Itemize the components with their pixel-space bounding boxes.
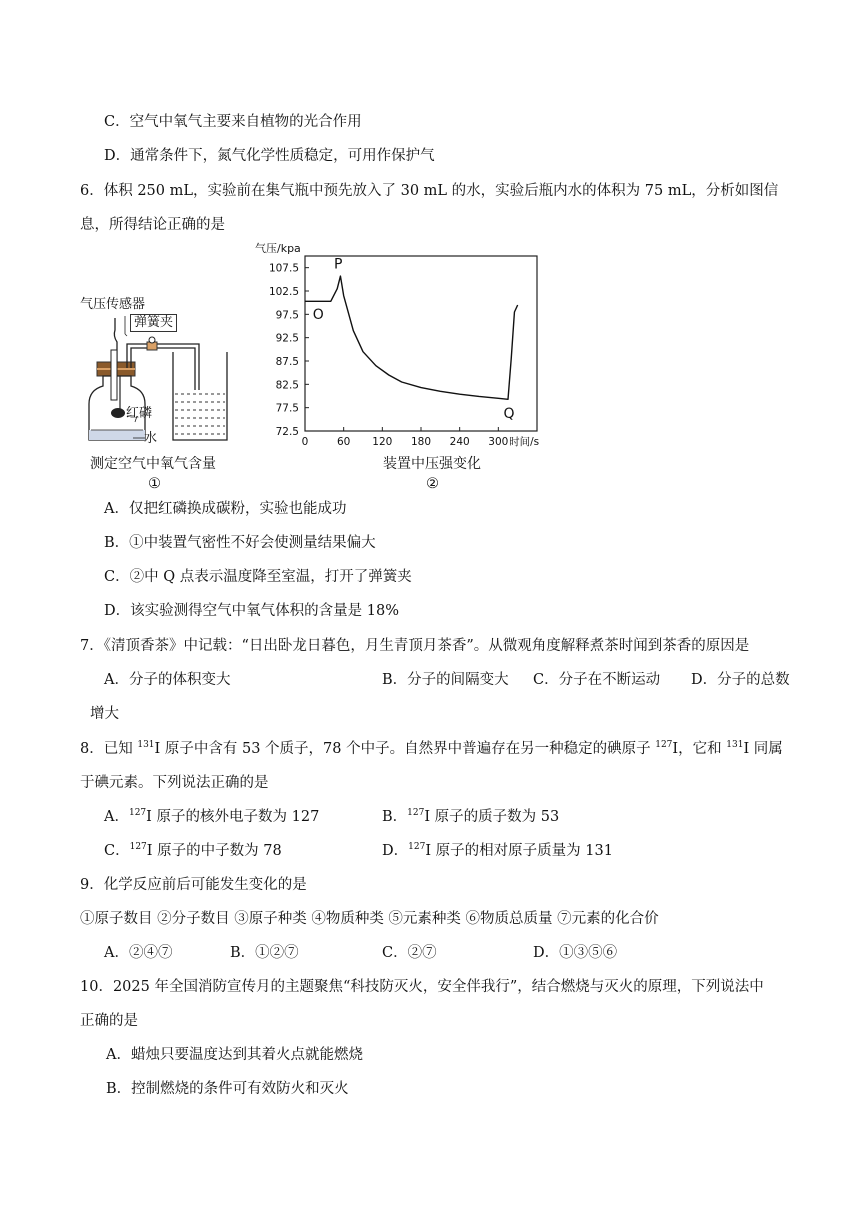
mass-number: 131 [137, 740, 155, 750]
mass-number: 131 [726, 740, 744, 750]
q9-items: ①原子数目 ②分子数目 ③原子种类 ④物质种类 ⑤元素种类 ⑥物质总质量 ⑦元素的化合价 [80, 911, 659, 927]
y-tick-label: 87.5 [275, 356, 299, 368]
q8-stem-line2: 于碘元素。下列说法正确的是 [80, 775, 269, 791]
x-tick-label: 240 [449, 436, 470, 448]
point-label-p: P [334, 256, 343, 273]
q9-option-a [104, 943, 172, 963]
figure2-number: ② [426, 476, 439, 492]
plot-frame [305, 256, 537, 431]
option-label: B． [104, 535, 130, 551]
option-label: B． [382, 672, 408, 688]
mass-number: 127 [129, 842, 147, 852]
figure2-caption: 装置中压强变化 [383, 456, 481, 472]
x-axis-label: 时间/s [509, 436, 540, 448]
clip-label: 弹簧夹 [130, 314, 177, 332]
red-phosphorus-spoon [111, 408, 125, 418]
q6-stem-line1: 6．体积 250 mL，实验前在集气瓶中预先放入了 30 mL 的水，实验后瓶内水的体积为 75 mL，分析如图信 [80, 183, 779, 199]
option-text: 蜡烛只要温度达到其着火点就能燃烧 [130, 1047, 363, 1063]
q10-option-a [106, 1045, 363, 1065]
q6-option-d [104, 601, 399, 621]
stem-text: I，它和 [672, 741, 727, 757]
q9-stem: 9．化学反应前后可能发生变化的是 [80, 877, 307, 893]
q7-option-c [533, 670, 660, 690]
q6-stem-line2: 息，所得结论正确的是 [80, 217, 225, 233]
option-label: A． [104, 501, 129, 517]
y-tick-label: 97.5 [275, 309, 299, 322]
y-tick-label: 82.5 [275, 379, 299, 392]
point-label-o: O [312, 307, 324, 323]
option-text: 该实验测得空气中氧气体积的含量是 18% [130, 603, 399, 619]
option-text: I 原子的中子数为 78 [146, 843, 282, 859]
option-text: I 原子的质子数为 53 [424, 809, 560, 825]
q7-stem: 7．《清顶香茶》中记载：“日出卧龙日暮色，月生青顶月茶香”。从微观角度解释煮茶时闻到茶香的原因是 [80, 638, 750, 654]
stem-text: I 同属 [743, 741, 783, 757]
q7-option-a [104, 670, 230, 690]
x-tick-label: 60 [336, 436, 351, 448]
option-label: C． [104, 114, 130, 130]
stem-text: I 原子中含有 53 个质子，78 个中子。自然界中普遍存在另一种稳定的碘原子 [154, 741, 656, 757]
option-text: ①②⑦ [255, 945, 299, 961]
option-label: A． [104, 809, 129, 825]
water-label: 水 [144, 431, 158, 446]
option-text: 控制燃烧的条件可有效防火和灭火 [131, 1081, 349, 1097]
option-label: C． [104, 569, 130, 585]
option-label: C． [104, 843, 130, 859]
mass-number: 127 [408, 842, 426, 852]
q5-option-c [104, 112, 362, 132]
q6-option-a [104, 499, 346, 519]
option-text: ①中装置气密性不好会使测量结果偏大 [129, 535, 376, 551]
q8-option-a [104, 807, 319, 827]
q8-stem-line1 [80, 739, 783, 759]
y-axis-label: 气压/kpa [255, 242, 301, 255]
option-text: I 原子的核外电子数为 127 [146, 809, 320, 825]
option-text: ②④⑦ [128, 945, 173, 961]
option-label: D． [691, 672, 718, 688]
q8-option-b [382, 807, 559, 827]
mass-number: 127 [128, 808, 147, 818]
stem-text: 8．已知 [80, 741, 138, 757]
x-tick-label: 300 [488, 436, 509, 448]
mass-number: 127 [407, 808, 425, 818]
q6-option-c [104, 567, 412, 587]
pressure-line [305, 276, 518, 399]
option-text: ②中 Q 点表示温度降至室温，打开了弹簧夹 [129, 569, 412, 585]
option-text: ①③⑤⑥ [559, 945, 618, 961]
option-label: D． [382, 843, 409, 859]
option-label: D． [533, 945, 560, 961]
q7-option-d-wrap: 增大 [90, 706, 119, 722]
q8-option-c [104, 841, 282, 861]
option-text: 分子的间隔变大 [407, 672, 509, 688]
option-text: 分子的体积变大 [128, 672, 231, 688]
q10-stem-line2: 正确的是 [80, 1013, 138, 1029]
option-label: C． [382, 945, 408, 961]
q5-option-d [104, 146, 435, 166]
phosphorus-label: 红磷 [126, 406, 153, 421]
q9-option-b [230, 943, 299, 963]
q7-option-b [382, 670, 509, 690]
option-text: 分子在不断运动 [558, 672, 661, 688]
option-text: 通常条件下，氮气化学性质稳定，可用作保护气 [130, 148, 435, 164]
q10-option-b [106, 1079, 349, 1099]
option-label: D． [104, 148, 131, 164]
option-text: 分子的总数 [717, 672, 790, 688]
x-tick-label: 0 [301, 436, 309, 448]
option-text: ②⑦ [407, 945, 437, 961]
q7-option-d [691, 670, 790, 690]
q9-option-c [382, 943, 437, 963]
option-label: D． [104, 603, 131, 619]
option-text: 空气中氧气主要来自植物的光合作用 [129, 114, 362, 130]
option-label: B． [382, 809, 408, 825]
figure1-number: ① [148, 476, 161, 492]
option-label: A． [104, 945, 129, 961]
y-tick-label: 107.5 [268, 262, 299, 275]
y-tick-label: 77.5 [275, 402, 299, 415]
option-text: I 原子的相对原子质量为 131 [425, 843, 613, 859]
option-label: B． [230, 945, 256, 961]
option-label: A． [104, 672, 129, 688]
x-tick-label: 180 [410, 436, 432, 448]
option-label: C． [533, 672, 559, 688]
option-text: 仅把红磷换成碳粉，实验也能成功 [128, 501, 347, 517]
pressure-chart [250, 238, 550, 453]
mass-number: 127 [655, 740, 673, 750]
q8-option-d [382, 841, 613, 861]
sensor-label: 气压传感器 [80, 297, 146, 312]
option-label: A． [106, 1047, 131, 1063]
y-tick-label: 72.5 [275, 426, 299, 438]
q6-option-b [104, 533, 376, 553]
q10-stem-line1: 10．2025 年全国消防宣传月的主题聚焦“科技防灭火，安全伴我行”，结合燃烧与灭火的原理，下列说法中 [80, 979, 764, 995]
y-tick-label: 102.5 [268, 286, 299, 298]
option-label: B． [106, 1081, 132, 1097]
figure1-caption: 测定空气中氧气含量 [90, 456, 216, 472]
x-tick-label: 120 [372, 436, 393, 448]
point-label-q: Q [503, 405, 515, 422]
y-tick-label: 92.5 [275, 332, 299, 345]
q9-option-d [533, 943, 617, 963]
